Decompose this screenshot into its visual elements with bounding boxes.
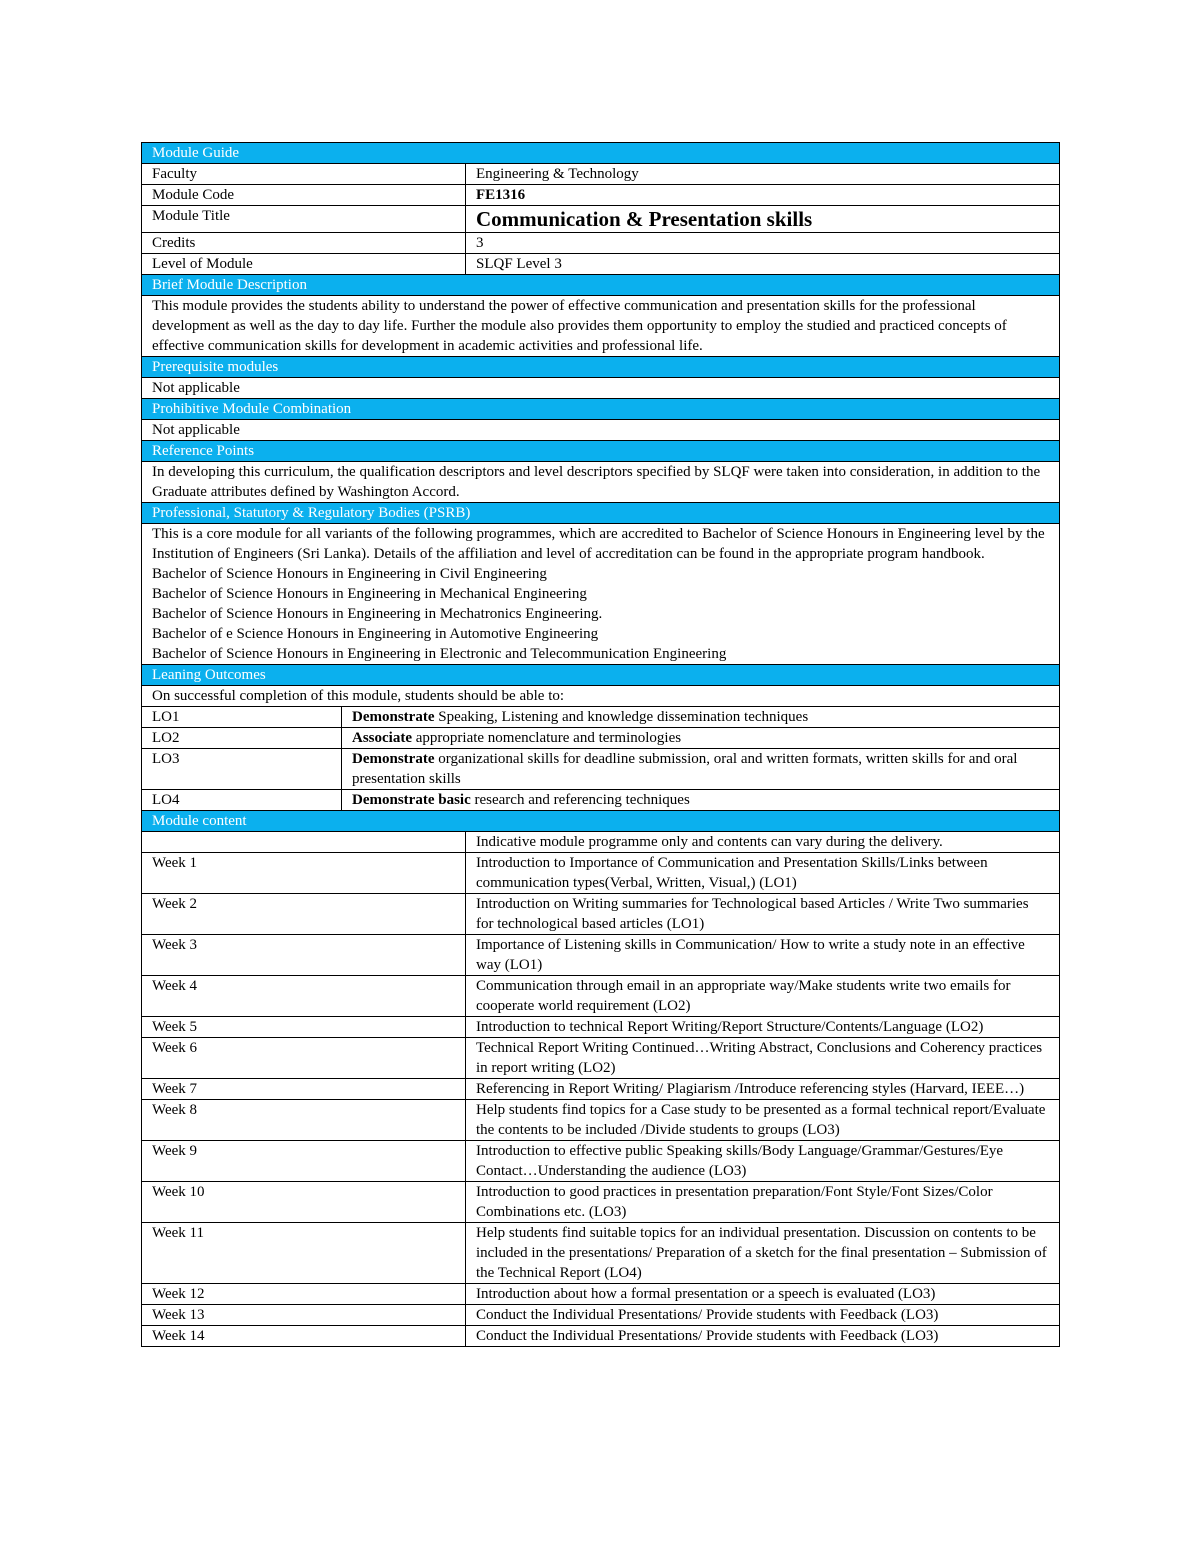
week-label: Week 14 — [142, 1326, 466, 1347]
table-row — [142, 206, 1060, 233]
lo-code: LO3 — [142, 749, 342, 790]
section-header-prohibitive: Prohibitive Module Combination — [142, 399, 1060, 420]
lo-description — [342, 790, 1060, 811]
week-row — [142, 935, 1060, 976]
week-content: Help students find suitable topics for an individual presentation. Discussion on contents to be included in the presentations/ Preparation of a sketch for the final presentation – Submission of the Technical Report (LO4) — [466, 1223, 1060, 1284]
week-label: Week 11 — [142, 1223, 466, 1284]
programme-item: Bachelor of Science Honours in Engineering in Civil Engineering — [152, 566, 547, 582]
module-title-label: Module Title — [142, 206, 466, 233]
faculty-label: Faculty — [142, 164, 466, 185]
week-content: Help students find topics for a Case study to be presented as a formal technical report/Evaluate the contents to be included /Divide students to groups (LO3) — [466, 1100, 1060, 1141]
week-row — [142, 1141, 1060, 1182]
section-header-psrb: Professional, Statutory & Regulatory Bodies (PSRB) — [142, 503, 1060, 524]
programme-item: Bachelor of Science Honours in Engineering in Mechanical Engineering — [152, 586, 587, 602]
table-row — [142, 185, 1060, 206]
learning-outcomes-intro: On successful completion of this module, students should be able to: — [142, 686, 1060, 707]
lo-text: Speaking, Listening and knowledge dissemination techniques — [434, 709, 809, 725]
lo-verb: Demonstrate — [352, 751, 435, 767]
week-row — [142, 1038, 1060, 1079]
week-label: Week 7 — [142, 1079, 466, 1100]
section-header-learning-outcomes: Leaning Outcomes — [142, 665, 1060, 686]
week-content: Referencing in Report Writing/ Plagiarism /Introduce referencing styles (Harvard, IEEE…) — [466, 1079, 1060, 1100]
week-label: Week 3 — [142, 935, 466, 976]
lo-description — [342, 707, 1060, 728]
week-content: Introduction to effective public Speaking skills/Body Language/Grammar/Gestures/Eye Contact…Understanding the audience (LO3) — [466, 1141, 1060, 1182]
learning-outcome-row — [142, 749, 1060, 790]
credits-value: 3 — [466, 233, 1060, 254]
week-label: Week 1 — [142, 853, 466, 894]
week-cell-empty — [142, 832, 466, 853]
lo-code: LO1 — [142, 707, 342, 728]
module-code-label: Module Code — [142, 185, 466, 206]
level-label: Level of Module — [142, 254, 466, 275]
week-content: Importance of Listening skills in Communication/ How to write a study note in an effective way (LO1) — [466, 935, 1060, 976]
week-row — [142, 1100, 1060, 1141]
section-header-brief-description: Brief Module Description — [142, 275, 1060, 296]
week-row — [142, 976, 1060, 1017]
week-row — [142, 894, 1060, 935]
week-label: Week 9 — [142, 1141, 466, 1182]
programme-item: Bachelor of Science Honours in Engineering in Electronic and Telecommunication Engineering — [152, 646, 727, 662]
lo-code: LO2 — [142, 728, 342, 749]
module-guide-table — [141, 142, 1060, 1347]
week-content: Communication through email in an appropriate way/Make students write two emails for cooperate world requirement (LO2) — [466, 976, 1060, 1017]
prerequisite-text: Not applicable — [142, 378, 1060, 399]
table-row — [142, 832, 1060, 853]
week-content: Introduction about how a formal presentation or a speech is evaluated (LO3) — [466, 1284, 1060, 1305]
week-row — [142, 1326, 1060, 1347]
section-header-prerequisite: Prerequisite modules — [142, 357, 1060, 378]
week-label: Week 13 — [142, 1305, 466, 1326]
learning-outcome-row — [142, 790, 1060, 811]
level-value: SLQF Level 3 — [466, 254, 1060, 275]
programme-item: Bachelor of Science Honours in Engineering in Mechatronics Engineering. — [152, 606, 603, 622]
lo-code: LO4 — [142, 790, 342, 811]
module-code-value: FE1316 — [466, 185, 1060, 206]
week-content: Conduct the Individual Presentations/ Provide students with Feedback (LO3) — [466, 1305, 1060, 1326]
table-row — [142, 254, 1060, 275]
week-label: Week 4 — [142, 976, 466, 1017]
week-row — [142, 1284, 1060, 1305]
faculty-value: Engineering & Technology — [466, 164, 1060, 185]
week-content: Introduction to Importance of Communication and Presentation Skills/Links between communication types(Verbal, Written, Visual,) (LO1) — [466, 853, 1060, 894]
week-content: Introduction on Writing summaries for Technological based Articles / Write Two summaries for technological based articles (LO1) — [466, 894, 1060, 935]
prohibitive-text: Not applicable — [142, 420, 1060, 441]
table-row — [142, 233, 1060, 254]
week-label: Week 5 — [142, 1017, 466, 1038]
week-content: Technical Report Writing Continued…Writing Abstract, Conclusions and Coherency practices in report writing (LO2) — [466, 1038, 1060, 1079]
module-guide-document — [141, 142, 1059, 1347]
lo-text: appropriate nomenclature and terminologies — [412, 730, 682, 746]
lo-verb: Demonstrate — [352, 709, 435, 725]
module-title-value: Communication & Presentation skills — [466, 206, 1060, 233]
week-row — [142, 1079, 1060, 1100]
week-label: Week 10 — [142, 1182, 466, 1223]
week-label: Week 2 — [142, 894, 466, 935]
lo-description — [342, 749, 1060, 790]
lo-verb: Demonstrate basic — [352, 792, 471, 808]
week-label: Week 8 — [142, 1100, 466, 1141]
week-content: Conduct the Individual Presentations/ Provide students with Feedback (LO3) — [466, 1326, 1060, 1347]
learning-outcome-row — [142, 707, 1060, 728]
credits-label: Credits — [142, 233, 466, 254]
week-content: Introduction to technical Report Writing/Report Structure/Contents/Language (LO2) — [466, 1017, 1060, 1038]
brief-description-text: This module provides the students ability to understand the power of effective communication and presentation skills for the professional development as well as the day to day life. Further the module also provides them opportunity to employ the studied and practiced concepts of effective communication skills for development in academic activities and professional life. — [142, 296, 1060, 357]
learning-outcome-row — [142, 728, 1060, 749]
week-row — [142, 1182, 1060, 1223]
lo-verb: Associate — [352, 730, 412, 746]
lo-text: research and referencing techniques — [470, 792, 690, 808]
week-row — [142, 1017, 1060, 1038]
week-row — [142, 1305, 1060, 1326]
week-label: Week 12 — [142, 1284, 466, 1305]
table-row — [142, 164, 1060, 185]
week-row — [142, 853, 1060, 894]
section-header-module-content: Module content — [142, 811, 1060, 832]
lo-text: organizational skills for deadline submission, oral and written formats, written skills for and oral presentation skills — [352, 751, 1018, 787]
lo-description — [342, 728, 1060, 749]
module-content-note: Indicative module programme only and contents can vary during the delivery. — [466, 832, 1060, 853]
reference-points-text: In developing this curriculum, the qualification descriptors and level descriptors specified by SLQF were taken into consideration, in addition to the Graduate attributes defined by Washington Accord. — [142, 462, 1060, 503]
section-header-reference-points: Reference Points — [142, 441, 1060, 462]
section-header-module-guide: Module Guide — [142, 143, 1060, 164]
psrb-content — [142, 524, 1060, 665]
week-row — [142, 1223, 1060, 1284]
psrb-intro: This is a core module for all variants of the following programmes, which are accredited to Bachelor of Science Honours in Engineering level by the Institution of Engineers (Sri Lanka). Details of the affiliation and level of accreditation can be found in the appropriate program handbook. — [152, 526, 1045, 562]
programme-item: Bachelor of e Science Honours in Engineering in Automotive Engineering — [152, 626, 599, 642]
week-label: Week 6 — [142, 1038, 466, 1079]
week-content: Introduction to good practices in presentation preparation/Font Style/Font Sizes/Color Combinations etc. (LO3) — [466, 1182, 1060, 1223]
